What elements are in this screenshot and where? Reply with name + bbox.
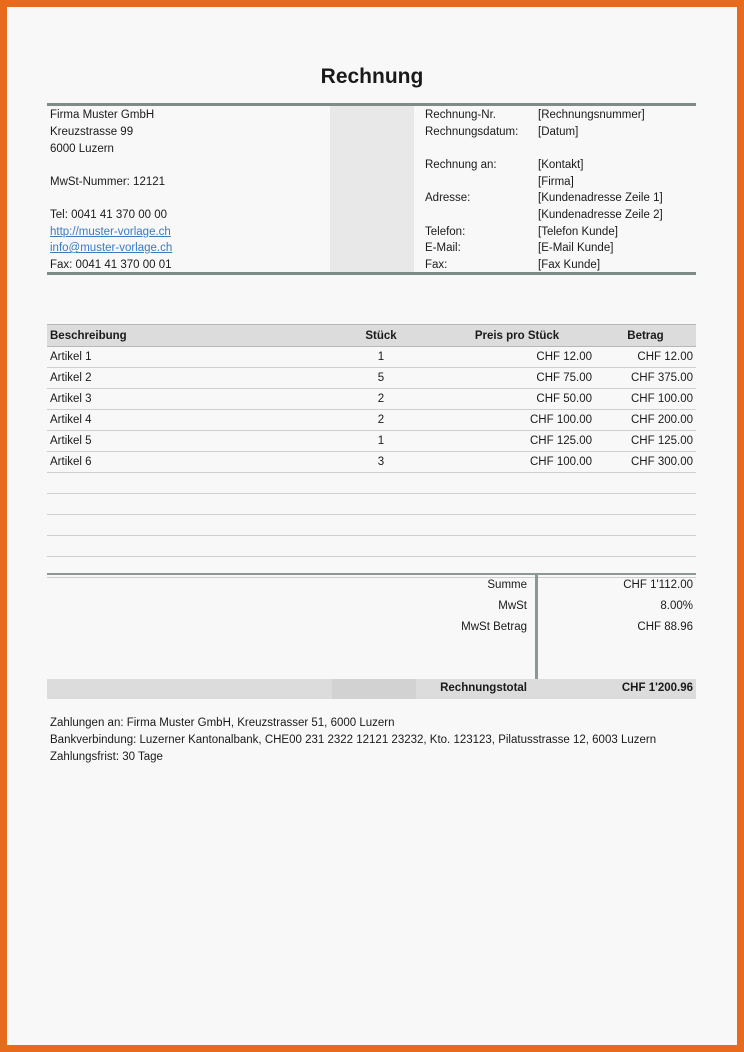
cell-amount: CHF 200.00 bbox=[595, 410, 696, 431]
cell-description: Artikel 3 bbox=[47, 389, 323, 410]
sender-email-link[interactable]: info@muster-vorlage.ch bbox=[50, 242, 173, 254]
invoice-phone-label: Telefon: bbox=[425, 226, 466, 238]
cell-amount: CHF 100.00 bbox=[595, 389, 696, 410]
cell-description bbox=[47, 515, 323, 536]
invoice-email-label: E-Mail: bbox=[425, 242, 461, 254]
cell-description: Artikel 4 bbox=[47, 410, 323, 431]
table-row bbox=[47, 389, 696, 410]
cell-description: Artikel 5 bbox=[47, 431, 323, 452]
vat-amount-value: CHF 88.96 bbox=[637, 621, 693, 633]
invoice-address-label: Adresse: bbox=[425, 192, 471, 204]
total-label: Rechnungstotal bbox=[440, 682, 527, 694]
bank-details: Bankverbindung: Luzerner Kantonalbank, CHE00 231 2322 12121 23232, Kto. 123123, Pilatusstrasse 12, 6003 Luzern bbox=[50, 734, 657, 746]
cell-quantity bbox=[323, 515, 439, 536]
table-row-empty bbox=[47, 536, 696, 557]
cell-amount bbox=[595, 473, 696, 494]
cell-quantity: 1 bbox=[323, 431, 439, 452]
table-row bbox=[47, 431, 696, 452]
cell-unit-price: CHF 100.00 bbox=[439, 410, 595, 431]
table-row-empty bbox=[47, 494, 696, 515]
cell-unit-price: CHF 75.00 bbox=[439, 368, 595, 389]
table-row bbox=[47, 368, 696, 389]
table-row-empty bbox=[47, 473, 696, 494]
cell-description: Artikel 2 bbox=[47, 368, 323, 389]
table-row bbox=[47, 347, 696, 368]
sender-street: Kreuzstrasse 99 bbox=[50, 126, 134, 138]
invoice-number-value: [Rechnungsnummer] bbox=[538, 109, 645, 121]
invoice-to-contact: [Kontakt] bbox=[538, 159, 584, 171]
cell-unit-price bbox=[439, 536, 595, 557]
cell-amount bbox=[595, 536, 696, 557]
cell-quantity: 2 bbox=[323, 410, 439, 431]
invoice-address-line2: [Kundenadresse Zeile 2] bbox=[538, 209, 663, 221]
cell-amount: CHF 12.00 bbox=[595, 347, 696, 368]
invoice-phone-value: [Telefon Kunde] bbox=[538, 226, 618, 238]
cell-description: Artikel 1 bbox=[47, 347, 323, 368]
invoice-number-label: Rechnung-Nr. bbox=[425, 109, 496, 121]
cell-unit-price: CHF 12.00 bbox=[439, 347, 595, 368]
sum-value: CHF 1'112.00 bbox=[623, 579, 693, 591]
cell-quantity: 2 bbox=[323, 389, 439, 410]
vat-rate-value: 8.00% bbox=[660, 600, 693, 612]
cell-unit-price: CHF 125.00 bbox=[439, 431, 595, 452]
invoice-address-line1: [Kundenadresse Zeile 1] bbox=[538, 192, 663, 204]
sender-vat-number: MwSt-Nummer: 12121 bbox=[50, 176, 166, 188]
sender-city: 6000 Luzern bbox=[50, 143, 114, 155]
header-spacer-shade bbox=[330, 106, 414, 273]
page-title: Rechnung bbox=[320, 65, 424, 88]
sender-company: Firma Muster GmbH bbox=[50, 109, 155, 121]
vat-amount-label: MwSt Betrag bbox=[461, 621, 527, 633]
cell-amount: CHF 125.00 bbox=[595, 431, 696, 452]
invoice-page bbox=[7, 7, 737, 1045]
cell-unit-price bbox=[439, 494, 595, 515]
column-header-description: Beschreibung bbox=[47, 325, 323, 347]
payment-recipient: Zahlungen an: Firma Muster GmbH, Kreuzstrasser 51, 6000 Luzern bbox=[50, 717, 395, 729]
invoice-fax-label: Fax: bbox=[425, 259, 448, 271]
sender-website-link[interactable]: http://muster-vorlage.ch bbox=[50, 226, 171, 238]
cell-description bbox=[47, 494, 323, 515]
column-header-amount: Betrag bbox=[595, 325, 696, 347]
cell-description: Artikel 6 bbox=[47, 452, 323, 473]
table-row bbox=[47, 452, 696, 473]
total-value: CHF 1'200.96 bbox=[621, 682, 693, 694]
cell-quantity: 5 bbox=[323, 368, 439, 389]
cell-amount bbox=[595, 515, 696, 536]
cell-quantity bbox=[323, 473, 439, 494]
cell-amount bbox=[595, 494, 696, 515]
invoice-date-value: [Datum] bbox=[538, 126, 579, 138]
cell-unit-price bbox=[439, 473, 595, 494]
payment-terms: Zahlungsfrist: 30 Tage bbox=[50, 751, 163, 763]
sender-fax: Fax: 0041 41 370 00 01 bbox=[50, 259, 172, 271]
cell-amount: CHF 375.00 bbox=[595, 368, 696, 389]
invoice-date-label: Rechnungsdatum: bbox=[425, 126, 519, 138]
summary-top-rule bbox=[47, 573, 696, 575]
invoice-to-company: [Firma] bbox=[538, 176, 574, 188]
table-header-row bbox=[47, 325, 696, 347]
cell-unit-price: CHF 100.00 bbox=[439, 452, 595, 473]
cell-quantity bbox=[323, 536, 439, 557]
sum-label: Summe bbox=[487, 579, 527, 591]
invoice-email-value: [E-Mail Kunde] bbox=[538, 242, 614, 254]
cell-quantity bbox=[323, 494, 439, 515]
column-header-quantity: Stück bbox=[323, 325, 439, 347]
cell-description bbox=[47, 536, 323, 557]
header-bottom-rule bbox=[47, 272, 696, 275]
cell-unit-price: CHF 50.00 bbox=[439, 389, 595, 410]
cell-quantity: 3 bbox=[323, 452, 439, 473]
sender-phone: Tel: 0041 41 370 00 00 bbox=[50, 209, 168, 221]
invoice-fax-value: [Fax Kunde] bbox=[538, 259, 601, 271]
cell-amount: CHF 300.00 bbox=[595, 452, 696, 473]
column-header-unit-price: Preis pro Stück bbox=[439, 325, 595, 347]
items-table bbox=[47, 324, 696, 578]
cell-unit-price bbox=[439, 515, 595, 536]
vat-rate-label: MwSt bbox=[498, 600, 527, 612]
invoice-to-label: Rechnung an: bbox=[425, 159, 497, 171]
table-row-empty bbox=[47, 515, 696, 536]
table-row bbox=[47, 410, 696, 431]
cell-description bbox=[47, 473, 323, 494]
cell-quantity: 1 bbox=[323, 347, 439, 368]
